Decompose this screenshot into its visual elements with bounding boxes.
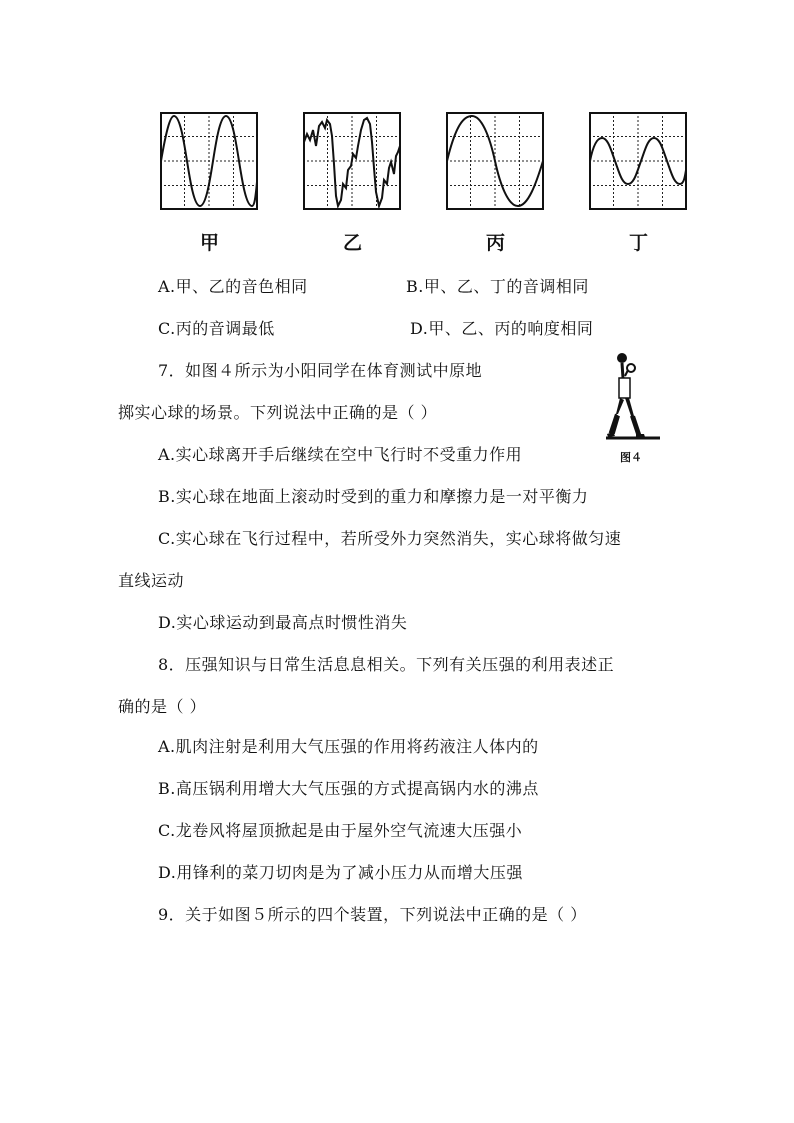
q8-option-c: C.龙卷风将屋顶掀起是由于屋外空气流速大压强小 <box>158 821 523 840</box>
q8-option-b: B.高压锅利用增大大气压强的方式提高锅内水的沸点 <box>158 779 539 798</box>
waveform-label-bing: 丙 <box>486 232 506 254</box>
q7-option-b: B.实心球在地面上滚动时受到的重力和摩擦力是一对平衡力 <box>158 487 589 506</box>
figure-4-caption: 图４ <box>620 451 642 464</box>
waveform-label-yi: 乙 <box>343 232 363 254</box>
q6-option-a: A.甲、乙的音色相同 <box>158 277 308 296</box>
waveform-yi <box>303 112 401 210</box>
q8-stem-line1: 8．压强知识与日常生活息息相关。下列有关压强的利用表述正 <box>158 655 615 674</box>
waveform-label-ding: 丁 <box>629 232 649 254</box>
q9-stem: 9．关于如图５所示的四个装置，下列说法中正确的是（ ） <box>158 905 587 924</box>
q7-option-c-line2: 直线运动 <box>118 571 185 590</box>
q7-option-c-line1: C.实心球在飞行过程中，若所受外力突然消失，实心球将做匀速 <box>158 529 622 548</box>
q6-option-c: C.丙的音调最低 <box>158 319 275 338</box>
q7-stem-line1: 7．如图４所示为小阳同学在体育测试中原地 <box>158 361 483 380</box>
q8-option-a: A.肌肉注射是利用大气压强的作用将药液注人体内的 <box>158 737 539 756</box>
q7-stem-line2: 掷实心球的场景。下列说法中正确的是（ ） <box>118 403 438 422</box>
q8-stem-line2: 确的是（ ） <box>118 697 207 716</box>
q6-option-b: B.甲、乙、丁的音调相同 <box>406 277 589 296</box>
shot-put-athlete-figure <box>604 352 662 448</box>
waveform-label-jia: 甲 <box>200 232 220 254</box>
waveform-jia <box>160 112 258 210</box>
waveform-bing <box>446 112 544 210</box>
q6-option-d: D.甲、乙、丙的响度相同 <box>410 319 594 338</box>
q7-option-a: A.实心球离开手后继续在空中飞行时不受重力作用 <box>158 445 523 464</box>
q8-option-d: D.用锋利的菜刀切肉是为了减小压力从而增大压强 <box>158 863 523 882</box>
q7-option-d: D.实心球运动到最高点时惯性消失 <box>158 613 408 632</box>
waveform-ding <box>589 112 687 210</box>
